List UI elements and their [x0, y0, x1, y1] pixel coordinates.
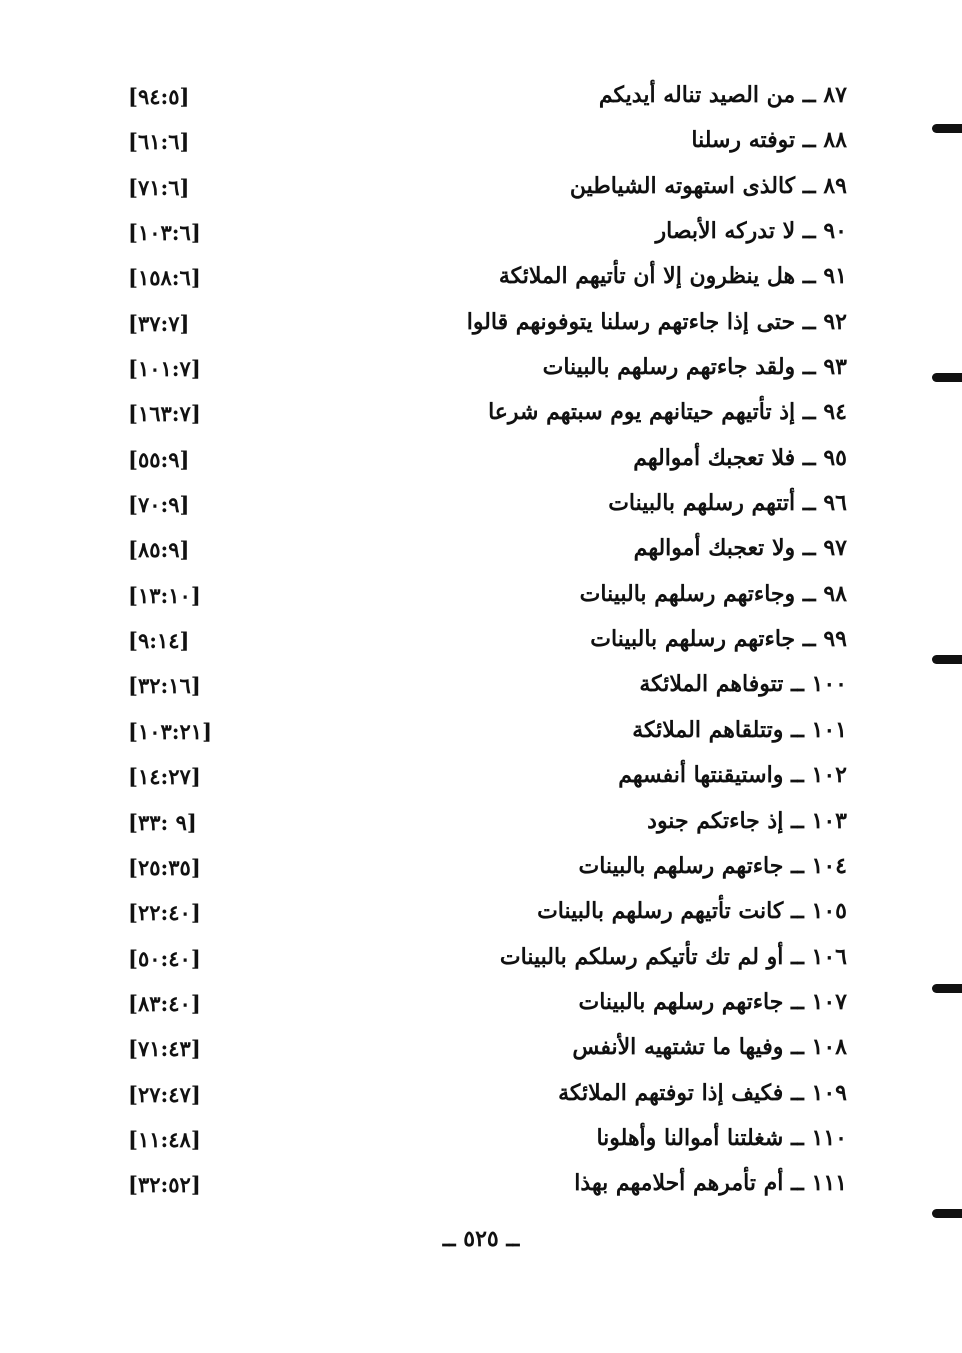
- entry-reference: [٣٧:٧]: [128, 310, 190, 336]
- entry-reference: [٦١:٦]: [128, 129, 190, 155]
- entry-text: ٩٢ ــ حتى إذا جاءتهم رسلنا يتوفونهم قالوا: [466, 308, 847, 335]
- entry-reference: [١٠١:٧]: [128, 356, 201, 382]
- list-item: [0, 1026, 962, 1071]
- entry-text: ١٠٢ ــ واستيقنتها أنفسهم: [618, 762, 847, 789]
- list-item: [0, 1072, 962, 1117]
- entry-text: ١٠٦ ــ أو لم تك تأتيكم رسلكم بالبينات: [499, 943, 847, 970]
- list-item: [0, 573, 962, 618]
- entry-text: ١١٠ ــ شغلتنا أموالنا وأهلونا: [596, 1124, 847, 1151]
- list-item: [0, 981, 962, 1026]
- entry-reference: [٢٥:٣٥]: [128, 854, 201, 880]
- entry-text: ٩٣ ــ ولقد جاءتهم رسلهم بالبينات: [542, 354, 847, 381]
- list-item: [0, 482, 962, 527]
- entry-reference: [٢٧:٤٧]: [128, 1081, 201, 1107]
- entry-text: ١١١ ــ أم تأمرهم أحلامهم بهذا: [574, 1170, 847, 1197]
- scan-edge-mark: [932, 655, 962, 664]
- list-item: [0, 1162, 962, 1207]
- entry-text: ٨٩ ــ كالذى استهوته الشياطين: [569, 172, 847, 199]
- entry-reference: [٧٠:٩]: [128, 492, 190, 518]
- entry-text: ٩٦ ــ أتتهم رسلهم بالبينات: [608, 490, 847, 517]
- scan-edge-mark: [932, 124, 962, 133]
- entry-text: ١٠٨ ــ وفيها ما تشتهيه الأنفس: [572, 1034, 847, 1061]
- list-item: [0, 936, 962, 981]
- entry-reference: [٣٢:٥٢]: [128, 1172, 201, 1198]
- entry-reference: [٧١:٤٣]: [128, 1036, 201, 1062]
- entry-text: ٩١ ــ هل ينظرون إلا أن تأتيهم الملائكة: [498, 263, 847, 290]
- entry-reference: [١٦٣:٧]: [128, 401, 201, 427]
- scan-edge-mark: [932, 1209, 962, 1218]
- list-item: [0, 845, 962, 890]
- entry-reference: [٥٠:٤٠]: [128, 945, 201, 971]
- list-item: [0, 165, 962, 210]
- entry-reference: [١٥٨:٦]: [128, 265, 201, 291]
- scan-edge-mark: [932, 373, 962, 382]
- list-item: [0, 346, 962, 391]
- entry-text: ١٠٠ ــ تتوفاهم الملائكة: [639, 671, 847, 698]
- entry-text: ١٠٣ ــ إذ جاءتكم جنود: [647, 807, 847, 834]
- entry-reference: [٩:١٤]: [128, 628, 190, 654]
- entry-text: ١٠١ ــ وتتلقاهم الملائكة: [632, 716, 847, 743]
- entry-text: ٩٩ ــ جاءتهم رسلهم بالبينات: [590, 626, 847, 653]
- entry-reference: [١٠٣:٢١]: [128, 718, 213, 744]
- list-item: [0, 74, 962, 119]
- entry-text: ١٠٥ ــ كانت تأتيهم رسلهم بالبينات: [537, 898, 847, 925]
- page-number: ــ ٥٢٥ ــ: [442, 1226, 520, 1252]
- entry-text: ١٠٩ ــ فكيف إذا توفتهم الملائكة: [558, 1079, 847, 1106]
- list-item: [0, 391, 962, 436]
- entry-reference: [٨٣:٤٠]: [128, 990, 201, 1016]
- entry-text: ٩٠ ــ لا تدركه الأبصار: [655, 218, 847, 245]
- entry-reference: [٨٥:٩]: [128, 537, 190, 563]
- list-item: [0, 527, 962, 572]
- entry-reference: [٩٤:٥]: [128, 84, 190, 109]
- entry-text: ٨٨ ــ توفته رسلنا: [691, 127, 847, 154]
- entry-reference: [٥٥:٩]: [128, 446, 190, 472]
- entry-text: ٩٤ ــ إذ تأتيهم حيتانهم يوم سبتهم شرعا: [488, 399, 847, 426]
- entry-reference: [٩ :٣٣]: [128, 809, 197, 835]
- entry-list: [0, 74, 962, 1208]
- list-item: [0, 301, 962, 346]
- list-item: [0, 754, 962, 799]
- entry-reference: [١٤:٢٧]: [128, 764, 201, 790]
- list-item: [0, 255, 962, 300]
- entry-text: ٩٧ ــ ولا تعجبك أموالهم: [633, 535, 847, 562]
- entry-text: ٩٨ ــ وجاءتهم رسلهم بالبينات: [579, 580, 847, 607]
- entry-text: ١٠٤ ــ جاءتهم رسلهم بالبينات: [578, 852, 847, 879]
- list-item: [0, 800, 962, 845]
- list-item: [0, 210, 962, 255]
- list-item: [0, 437, 962, 482]
- entry-reference: [١٣:١٠]: [128, 582, 201, 608]
- list-item: [0, 1117, 962, 1162]
- entry-reference: [٢٢:٤٠]: [128, 900, 201, 926]
- list-item: [0, 618, 962, 663]
- list-item: [0, 709, 962, 754]
- list-item: [0, 663, 962, 708]
- list-item: [0, 890, 962, 935]
- entry-text: ١٠٧ ــ جاءتهم رسلهم بالبينات: [578, 988, 847, 1015]
- entry-reference: [١٠٣:٦]: [128, 220, 201, 246]
- entry-text: ٨٧ ــ من الصيد تناله أيديكم: [598, 82, 847, 108]
- entry-reference: [٣٢:١٦]: [128, 673, 201, 699]
- entry-reference: [١١:٤٨]: [128, 1126, 201, 1152]
- entry-text: ٩٥ ــ فلا تعجبك أموالهم: [633, 444, 847, 471]
- scan-edge-mark: [932, 984, 962, 993]
- list-item: [0, 119, 962, 164]
- entry-reference: [٧١:٦]: [128, 174, 190, 200]
